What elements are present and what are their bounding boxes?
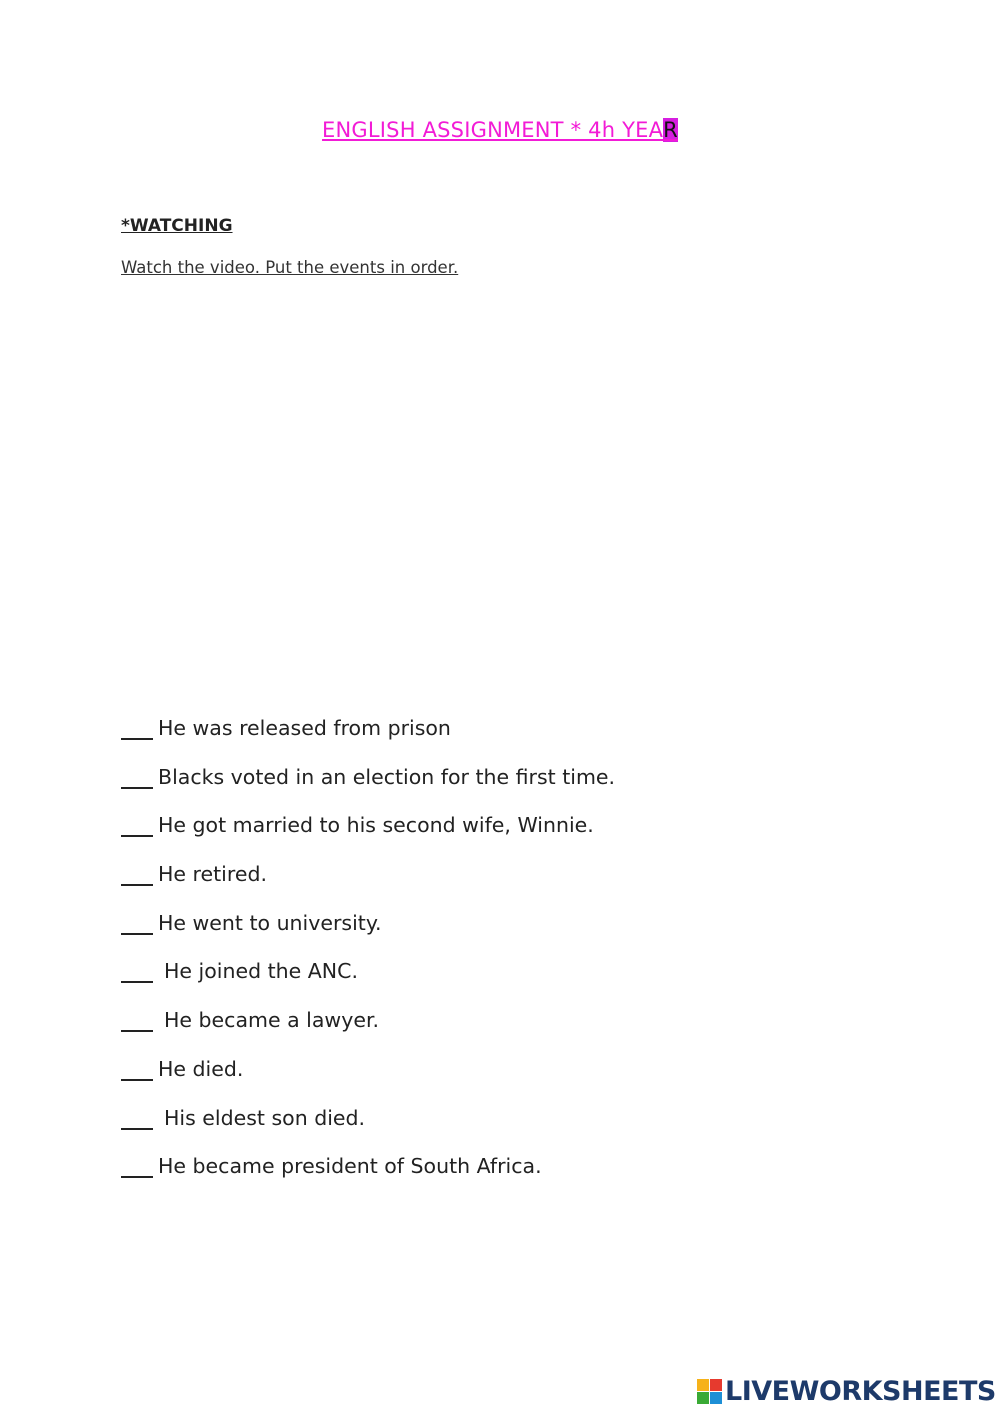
logo-mark-icon bbox=[697, 1379, 722, 1404]
event-text: His eldest son died. bbox=[164, 1105, 366, 1130]
answer-blank[interactable] bbox=[121, 1008, 153, 1032]
list-item bbox=[121, 1057, 881, 1106]
event-text: He joined the ANC. bbox=[164, 959, 358, 984]
page-title bbox=[0, 118, 1000, 142]
list-item bbox=[121, 813, 881, 862]
answer-blank[interactable] bbox=[121, 862, 153, 886]
logo-text: LIVEWORKSHEETS bbox=[725, 1376, 996, 1407]
answer-blank[interactable] bbox=[121, 1154, 153, 1178]
events-list bbox=[121, 716, 881, 1203]
answer-blank[interactable] bbox=[121, 959, 153, 983]
event-text: He went to university. bbox=[158, 910, 382, 935]
page-title-highlight: R bbox=[663, 118, 678, 142]
event-text: He was released from prison bbox=[158, 716, 451, 740]
instruction-text: Watch the video. Put the events in order. bbox=[121, 258, 459, 277]
video-area[interactable] bbox=[121, 300, 881, 690]
answer-blank[interactable] bbox=[121, 716, 153, 740]
event-text: He retired. bbox=[158, 862, 267, 887]
answer-blank[interactable] bbox=[121, 1057, 153, 1081]
section-heading: *WATCHING bbox=[121, 216, 233, 236]
event-text: He got married to his second wife, Winnie. bbox=[158, 813, 594, 838]
list-item bbox=[121, 716, 881, 765]
event-text: He became president of South Africa. bbox=[158, 1154, 542, 1179]
list-item bbox=[121, 862, 881, 911]
list-item bbox=[121, 1106, 881, 1155]
answer-blank[interactable] bbox=[121, 1106, 153, 1130]
event-text: He died. bbox=[158, 1056, 244, 1081]
list-item bbox=[121, 765, 881, 814]
list-item bbox=[121, 1008, 881, 1057]
event-text: Blacks voted in an election for the first time. bbox=[158, 764, 616, 789]
answer-blank[interactable] bbox=[121, 765, 153, 789]
list-item bbox=[121, 959, 881, 1008]
liveworksheets-logo bbox=[697, 1376, 996, 1407]
list-item bbox=[121, 911, 881, 960]
list-item bbox=[121, 1154, 881, 1203]
event-text: He became a lawyer. bbox=[164, 1008, 380, 1033]
answer-blank[interactable] bbox=[121, 911, 153, 935]
page-title-text: ENGLISH ASSIGNMENT * 4h YEA bbox=[322, 118, 664, 142]
answer-blank[interactable] bbox=[121, 813, 153, 837]
